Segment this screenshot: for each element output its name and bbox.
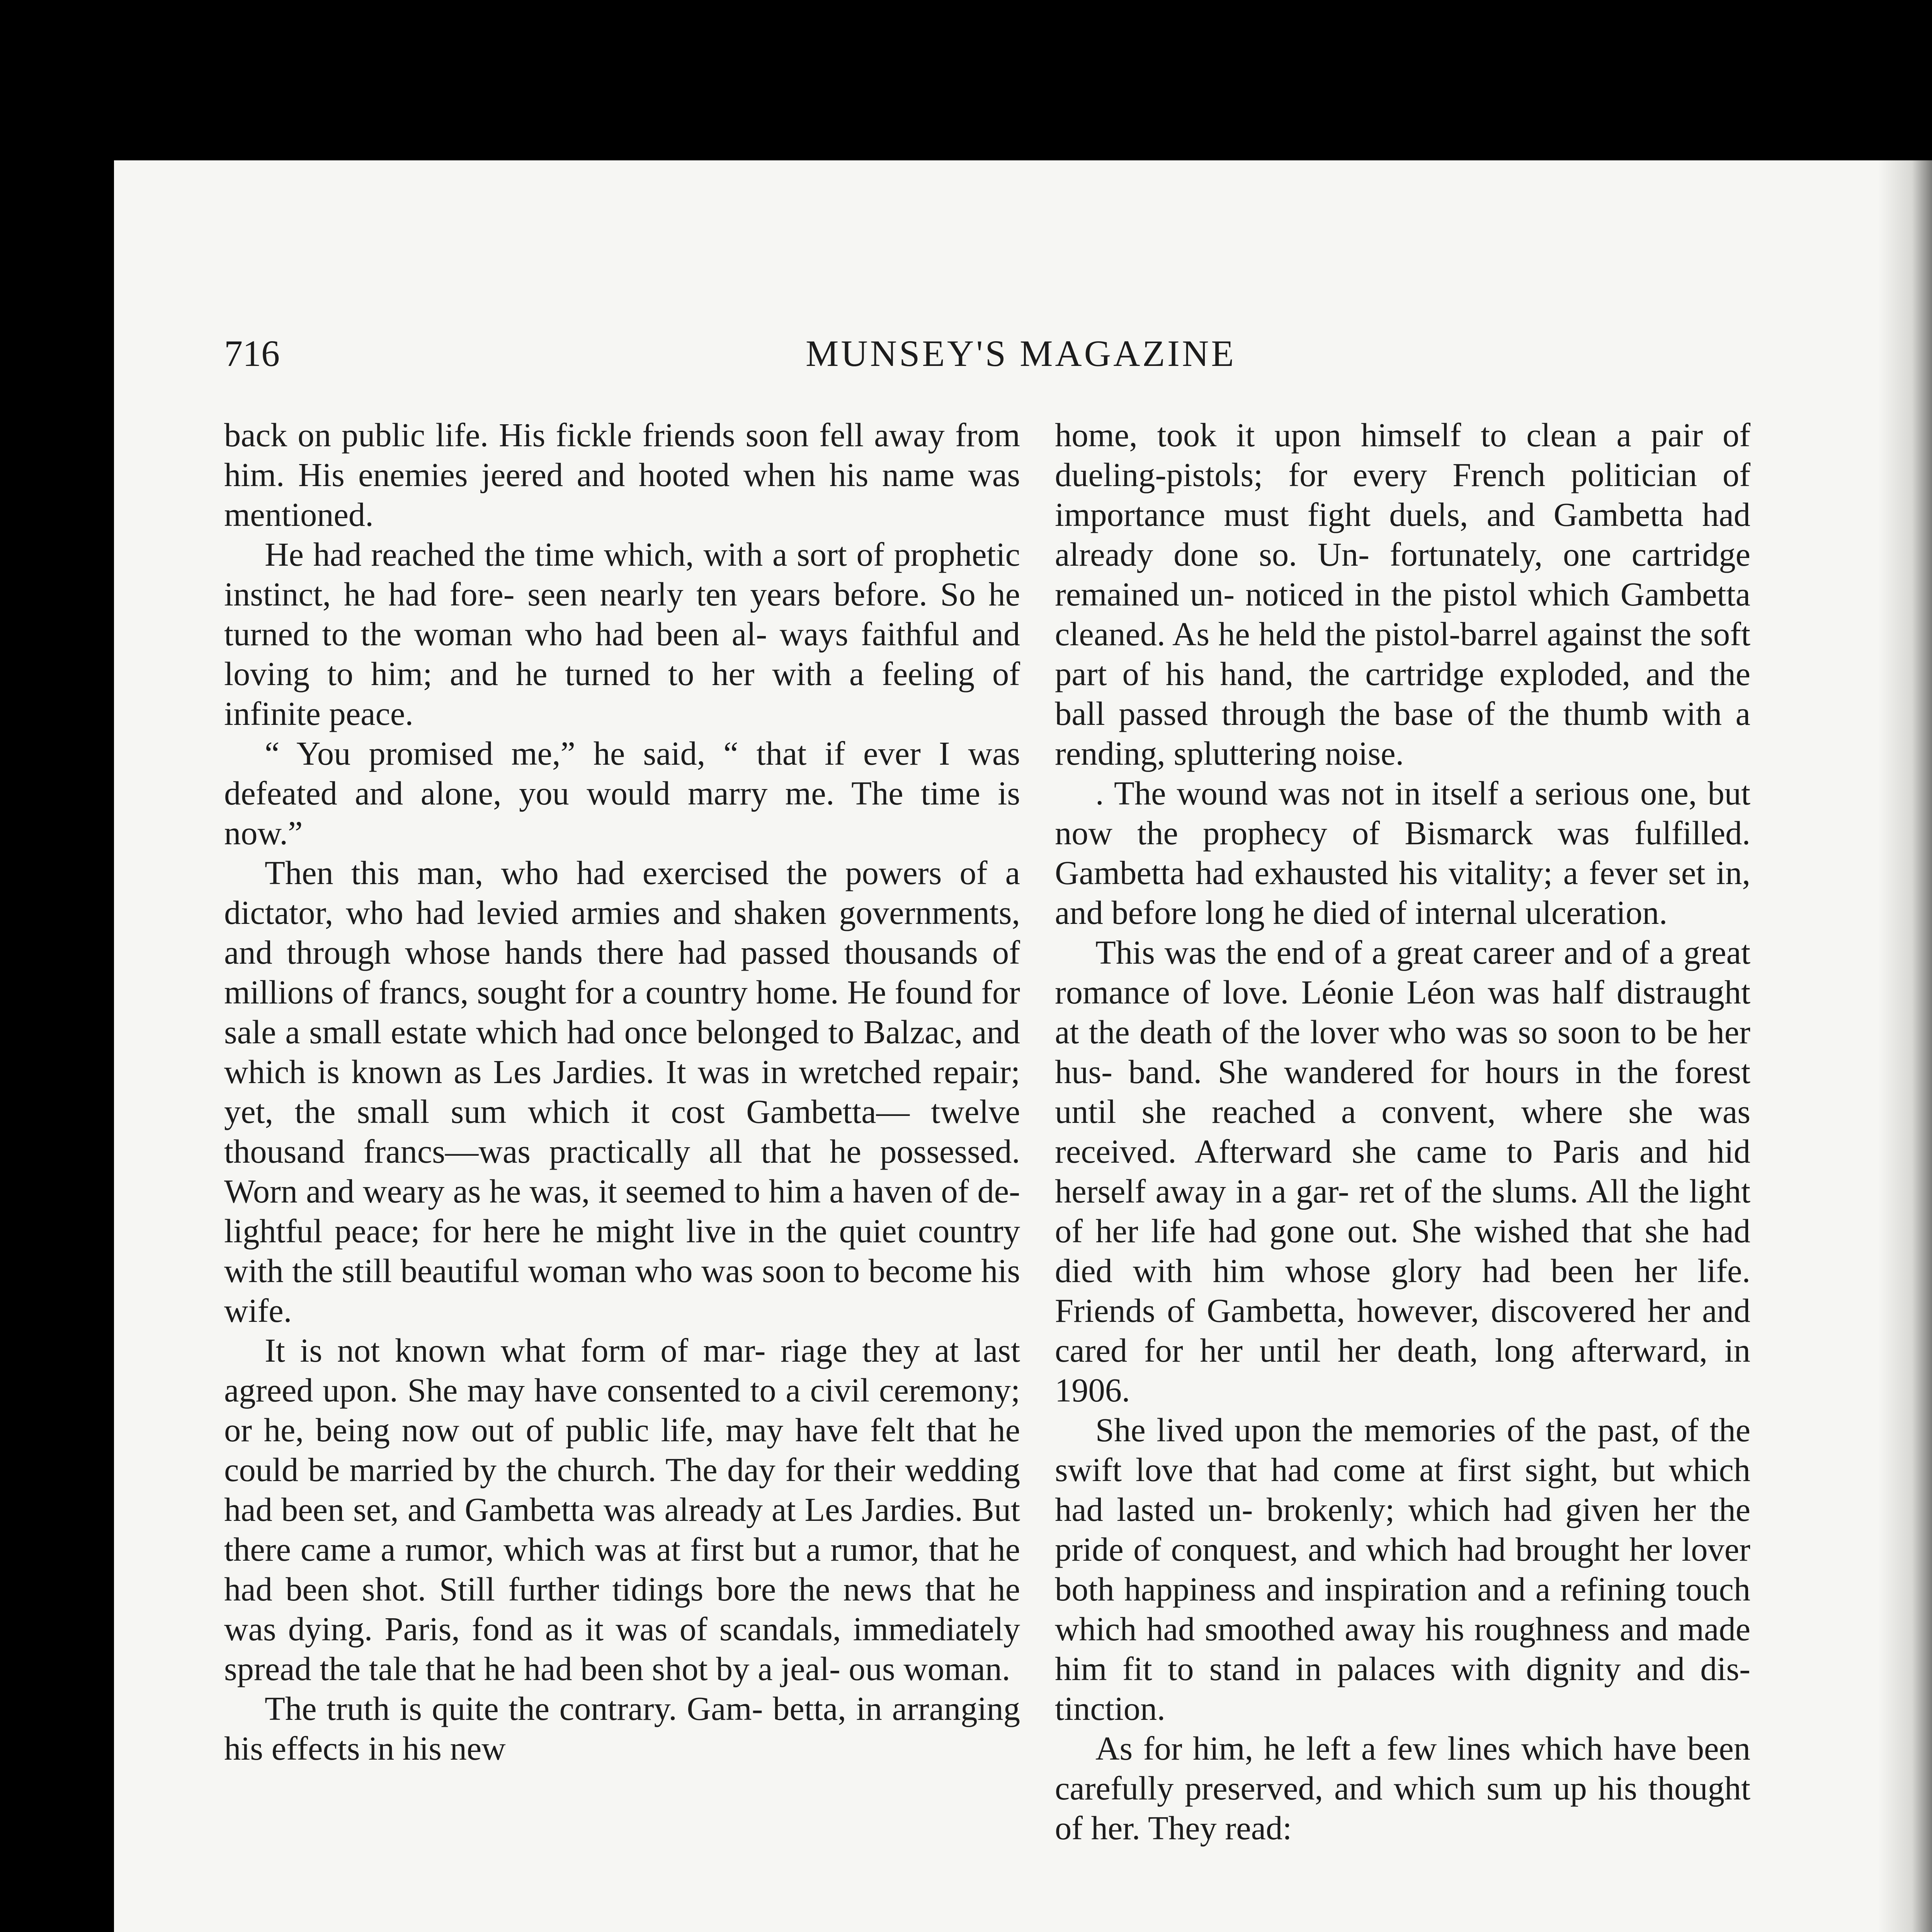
paragraph: This was the end of a great career and of a great romance of love. Léonie Léon was half distraught at the death of the lover who was so soon to be her hus- band. She wandered for hours in the forest until she reached a convent, where she was received. Afterward she came to Paris and hid herself away in a gar- ret of the slums. All the light of her life had gone out. She wished that she had died with him whose glory had been her life. Friends of Gambetta, however, discovered her and cared for her until her death, long afterward, in 1906. [1055,934,1750,1409]
paragraph: It is not known what form of mar- riage they at last agreed upon. She may have consented to a civil ceremony; or he, being now out of public life, may have felt that he could be married by the church. The day for their wedding had been set, and Gambetta was already at Les Jardies. But there came a rumor, which was at first but a rumor, that he had been shot. Still further tidings bore the news that he was dying. Paris, fond as it was of scandals, immediately spread the tale that he had been shot by a jeal- ous woman. [224,1332,1020,1687]
paragraph: home, took it upon himself to clean a pair of dueling-pistols; for every French politician of importance must fight duels, and Gambetta had already done so. Un- fortunately, one cartridge remained un- noticed in the pistol which Gambetta cleaned. As he held the pistol-barrel against the soft part of his hand, the cartridge exploded, and the ball passed through the base of the thumb with a rending, spluttering noise. [1055,417,1750,772]
page-gutter-shadow [1878,160,1932,1932]
paragraph: Then this man, who had exercised the powers of a dictator, who had levied armies and shaken governments, and through whose hands there had passed thousands of millions of francs, sought for a country home. He found for sale a small estate which had once belonged to Balzac, and which is known as Les Jardies. It was in wretched repair; yet, the small sum which it cost Gambetta— twelve thousand francs—was practically all that he possessed. Worn and weary as he was, it seemed to him a haven of de- lightful peace; for here he might live in the quiet country with the still beautiful woman who was soon to become his wife. [224,854,1020,1329]
paragraph: The truth is quite the contrary. Gam- betta, in arranging his effects in his new [224,1690,1020,1767]
page-header [224,330,1673,377]
running-title: MUNSEY'S MAGAZINE [806,333,1236,374]
paragraph: back on public life. His fickle friends soon fell away from him. His enemies jeered and hooted when his name was mentioned. [224,417,1020,533]
paragraph: “ You promised me,” he said, “ that if ever I was defeated and alone, you would marry me. The time is now.” [224,735,1020,852]
left-column [224,415,1020,1769]
paragraph: As for him, he left a few lines which have been carefully preserved, and which sum up his thought of her. They read: [1055,1730,1750,1847]
paragraph: She lived upon the memories of the past, of the swift love that had come at first sight, but which had lasted un- brokenly; which had given her the pride of conquest, and which had brought her lover both happiness and inspiration and a refining touch which had smoothed away his roughness and made him fit to stand in palaces with dignity and dis- tinction. [1055,1412,1750,1727]
paragraph: He had reached the time which, with a sort of prophetic instinct, he had fore- seen nearly ten years before. So he turned to the woman who had been al- ways faithful and loving to him; and he turned to her with a feeling of infinite peace. [224,536,1020,732]
right-column [1055,415,1750,1848]
page-number: 716 [224,333,280,374]
paragraph: . The wound was not in itself a serious one, but now the prophecy of Bismarck was fulfilled. Gambetta had exhausted his vitality; a fever set in, and before long he died of internal ulceration. [1055,775,1750,931]
